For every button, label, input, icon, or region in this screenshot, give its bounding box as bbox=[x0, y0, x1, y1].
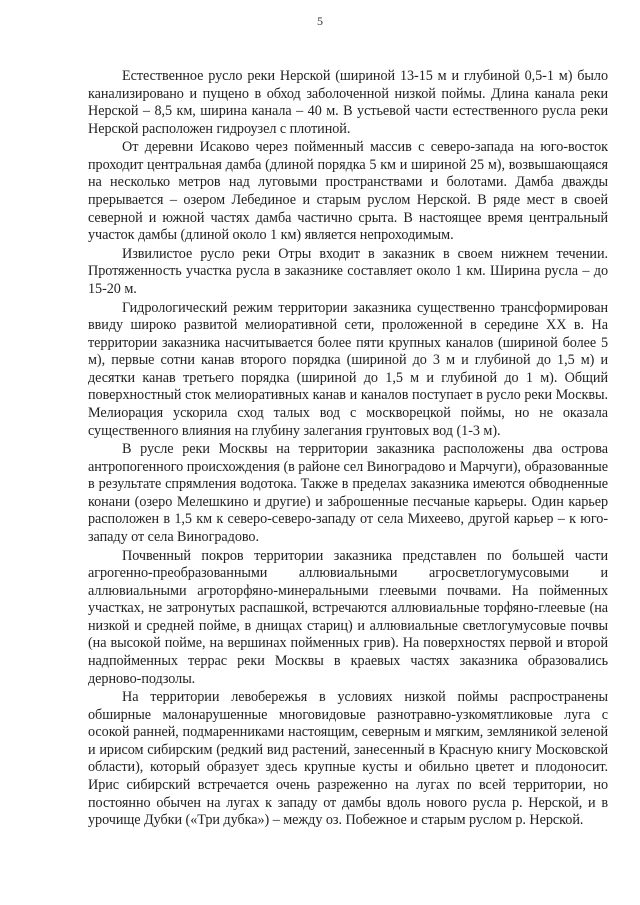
paragraph-nerskaya-canal: Естественное русло реки Нерской (шириной 13-15 м и глубиной 0,5-1 м) было канализировано и пущено в обход заболоченной низкой поймы. Длина канала реки Нерской – 8,5 км, ширина канала – 40 м. В устьевой части естественного русла реки Нерской расположен гидроузел с плотиной. bbox=[88, 68, 608, 137]
paragraph-moskva-islands: В русле реки Москвы на территории заказника расположены два острова антропогенного происхождения (в районе сел Виноградово и Марчуги), образованные в результате спрямления водотока. Также в пределах заказника имеются обводненные конани (озеро Мелешкино и другие) и заброшенные песчаные карьеры. Один карьер расположен в 1,5 км к северо-северо-западу от села Михеево, другой карьер – к юго-западу от села Виноградово. bbox=[88, 441, 608, 545]
paragraph-hydrological-regime: Гидрологический режим территории заказника существенно трансформирован ввиду широко развитой мелиоративной сети, проложенной в середине XX в. На территории заказника насчитывается более пяти крупных каналов (шириной более 5 м), первые сотни канав второго порядка (шириной до 3 м и глубиной до 1,5 м) и десятки канав третьего порядка (шириной до 1,5 м и глубиной до 1 м). Общий поверхностный сток мелиоративных канав и каналов поступает в русло реки Москвы. Мелиорация ускорила сход талых вод с москворецкой поймы, но не оказала существенного влияния на глубину залегания грунтовых вод (1-3 м). bbox=[88, 299, 608, 439]
paragraph-otra-river: Извилистое русло реки Отры входит в заказник в своем нижнем течении. Протяженность участка русла в заказнике составляет около 1 км. Ширина русла – до 15-20 м. bbox=[88, 245, 608, 297]
document-body bbox=[88, 68, 608, 831]
paragraph-central-dam: От деревни Исаково через пойменный массив с северо-запада на юго-восток проходит центральная дамба (длиной порядка 5 км и шириной 25 м), возвышающаяся на несколько метров над луговыми пространствами и болотами. Дамба дважды прерывается – озером Лебединое и старым руслом Нерской. В ряде мест в своей северной и южной частях дамба частично срыта. В настоящее время центральный участок дамбы (длиной около 1 км) является непроходимым. bbox=[88, 139, 608, 244]
page-number: 5 bbox=[317, 14, 323, 28]
paragraph-meadows-iris: На территории левобережья в условиях низкой поймы распространены обширные малонарушенные многовидовые разнотравно-узкомятликовые луга с осокой ранней, подмаренниками настоящим, северным и мягким, земляникой зеленой и ирисом сибирским (редкий вид растений, занесенный в Красную книгу Московской области), который образует здесь крупные кусты и обильно цветет и плодоносит. Ирис сибирский встречается очень разреженно на лугах по всей территории, но постоянно обычен на лугах к западу от дамбы вдоль нового русла р. Нерской, и в урочище Дубки («Три дубка») – между оз. Побежное и старым руслом р. Нерской. bbox=[88, 689, 608, 829]
paragraph-soil-cover: Почвенный покров территории заказника представлен по большей части агрогенно-преобразованными аллювиальными агросветлогумусовыми и аллювиальными агроторфяно-минеральными глеевыми почвами. На пойменных участках, не затронутых распашкой, встречаются аллювиальные торфяно-глеевые (на низкой и средней пойме, в днищах стариц) и аллювиальные светлогумусовые почвы (на высокой пойме, на вершинах пойменных грив). На поверхностях первой и второй надпойменных террас реки Москвы в краевых частях заказника образовались дерново-подзолы. bbox=[88, 547, 608, 687]
